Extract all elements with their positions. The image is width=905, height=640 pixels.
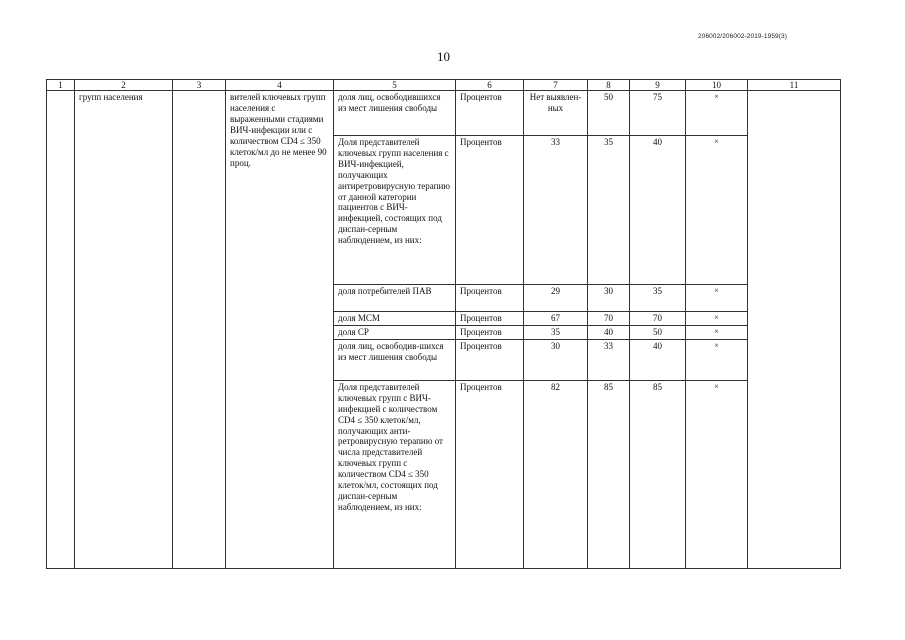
value-col7: 29 bbox=[524, 285, 588, 311]
column-number: 1 bbox=[47, 80, 75, 91]
indicator-cell: доля потребителей ПАВ bbox=[334, 285, 456, 311]
column-number: 7 bbox=[524, 80, 588, 91]
col3-cell bbox=[173, 91, 226, 569]
table-row bbox=[47, 91, 841, 136]
value-col9: 70 bbox=[630, 311, 686, 325]
column-number-row bbox=[47, 80, 841, 91]
column-number: 3 bbox=[173, 80, 226, 91]
value-col10: × bbox=[686, 135, 748, 285]
value-col7: 30 bbox=[524, 340, 588, 380]
unit-cell: Процентов bbox=[456, 325, 524, 339]
value-col7: Нет выявлен-ных bbox=[524, 91, 588, 136]
indicator-cell: Доля представителей ключевых групп населения с ВИЧ-инфекцией, получающих антиретровирусную терапию от данной категории пациентов с ВИЧ-инфекцией, состоящих под диспан-серным наблюдением, из них: bbox=[334, 135, 456, 285]
indicator-cell: доля СР bbox=[334, 325, 456, 339]
value-col10: × bbox=[686, 311, 748, 325]
col2-cell: групп населения bbox=[75, 91, 173, 569]
unit-cell: Процентов bbox=[456, 311, 524, 325]
value-col9: 85 bbox=[630, 380, 686, 568]
value-col10: × bbox=[686, 325, 748, 339]
col4-cell: вителей ключевых групп населения с выраженными стадиями ВИЧ-инфекции или с количеством CD4 ≤ 350 клеток/мл до не менее 90 проц. bbox=[226, 91, 334, 569]
value-col7: 33 bbox=[524, 135, 588, 285]
unit-cell: Процентов bbox=[456, 135, 524, 285]
column-number: 4 bbox=[226, 80, 334, 91]
column-number: 10 bbox=[686, 80, 748, 91]
value-col8: 35 bbox=[588, 135, 630, 285]
col1-cell bbox=[47, 91, 75, 569]
value-col8: 85 bbox=[588, 380, 630, 568]
value-col9: 40 bbox=[630, 340, 686, 380]
indicator-cell: доля лиц, освободив-шихся из мест лишения свободы bbox=[334, 340, 456, 380]
indicator-cell: доля лиц, освободившихся из мест лишения свободы bbox=[334, 91, 456, 136]
unit-cell: Процентов bbox=[456, 380, 524, 568]
value-col8: 33 bbox=[588, 340, 630, 380]
column-number: 6 bbox=[456, 80, 524, 91]
unit-cell: Процентов bbox=[456, 285, 524, 311]
value-col10: × bbox=[686, 91, 748, 136]
page-number: 10 bbox=[437, 49, 450, 64]
value-col9: 75 bbox=[630, 91, 686, 136]
value-col10: × bbox=[686, 380, 748, 568]
value-col8: 30 bbox=[588, 285, 630, 311]
column-number: 9 bbox=[630, 80, 686, 91]
value-col7: 35 bbox=[524, 325, 588, 339]
value-col8: 50 bbox=[588, 91, 630, 136]
value-col7: 67 bbox=[524, 311, 588, 325]
document-id: 206002/206002-2019-1959(3) bbox=[698, 33, 787, 40]
col11-cell bbox=[748, 91, 841, 569]
value-col9: 50 bbox=[630, 325, 686, 339]
indicators-table bbox=[46, 79, 841, 569]
indicator-cell: Доля представителей ключевых групп с ВИЧ-инфекцией с количеством CD4 ≤ 350 клеток/мл, получающих анти-ретровирусную терапию от числа представителей ключевых групп с количеством CD4 ≤ 350 клеток/мл, состоящих под диспан-серным наблюдением, из них: bbox=[334, 380, 456, 568]
column-number: 11 bbox=[748, 80, 841, 91]
indicator-cell: доля МСМ bbox=[334, 311, 456, 325]
column-number: 5 bbox=[334, 80, 456, 91]
value-col10: × bbox=[686, 340, 748, 380]
value-col8: 70 bbox=[588, 311, 630, 325]
unit-cell: Процентов bbox=[456, 340, 524, 380]
value-col9: 35 bbox=[630, 285, 686, 311]
column-number: 2 bbox=[75, 80, 173, 91]
value-col10: × bbox=[686, 285, 748, 311]
value-col9: 40 bbox=[630, 135, 686, 285]
column-number: 8 bbox=[588, 80, 630, 91]
value-col8: 40 bbox=[588, 325, 630, 339]
value-col7: 82 bbox=[524, 380, 588, 568]
unit-cell: Процентов bbox=[456, 91, 524, 136]
